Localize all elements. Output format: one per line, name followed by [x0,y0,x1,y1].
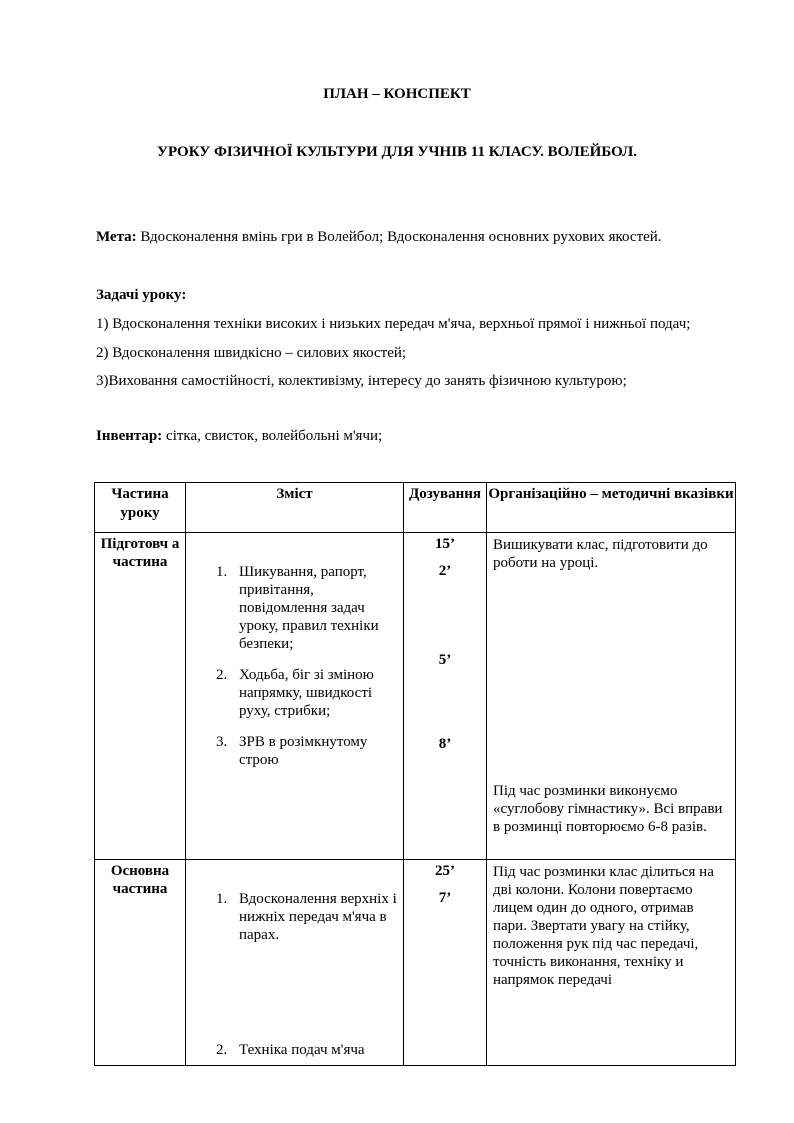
table-row-main [95,860,736,1066]
prep-item-2-dose: 5’ [438,652,452,668]
prep-item-3-text: ЗРВ в розімкнутому строю [239,734,368,768]
header-content: Зміст [186,483,404,533]
prep-item-1-dose: 2’ [438,563,452,579]
table-header-row [95,483,736,533]
page-title: ПЛАН – КОНСПЕКТ [323,86,471,102]
header-dose: Дозування [404,483,487,533]
inventory-label: Інвентар: [96,428,163,444]
main-note: Під час розминки клас ділиться на дві колони. Колони повертаємо лицем один до одного, отримав пари. Звертати увагу на стійку, положення рук під час передачі, точність виконання, техніку и напрямок передачі [493,864,714,988]
task-item-1: 1) Вдосконалення техніки високих і низьких передач м'яча, верхньої прямої і нижньої подач; [96,316,691,332]
main-total-dose: 25’ [435,863,455,879]
inventory-text: сітка, свисток, волейбольні м'ячи; [162,428,383,444]
prep-item-2-num: 2. [216,667,228,683]
inventory-line [96,428,382,445]
table-row-prep [95,533,736,860]
prep-item-2-text: Ходьба, біг зі зміною напрямку, швидкості руху, стрибки; [239,667,374,719]
page-subtitle: УРОКУ ФІЗИЧНОЇ КУЛЬТУРИ ДЛЯ УЧНІВ 11 КЛАСУ. ВОЛЕЙБОЛ. [156,144,638,160]
goal-label: Мета: [96,229,137,245]
tasks-label: Задачі уроку: [96,287,187,303]
main-part-label: Основна частина [110,863,170,897]
prep-part-label: Підготовч а частина [100,536,180,570]
prep-item-3-num: 3. [216,734,228,750]
prep-note-1: Вишикувати клас, підготовити до роботи на уроці. [493,537,708,571]
prep-note-2: Під час розминки виконуємо «суглобову гімнастику». Всі вправи в розминці повторюємо 6-8 разів. [493,783,723,835]
lesson-plan-table [94,482,736,1066]
task-item-3: 3)Виховання самостійності, колективізму, інтересу до занять фізичною культурою; [96,373,627,389]
main-item-2-num: 2. [216,1042,228,1058]
prep-item-3-dose: 8’ [438,736,452,752]
main-item-1-num: 1. [216,891,228,907]
prep-item-1-num: 1. [216,564,228,580]
main-item-1-dose: 7’ [438,890,452,906]
task-item-2: 2) Вдосконалення швидкісно – силових якостей; [96,345,407,361]
prep-total-dose: 15’ [435,536,455,552]
goal-line [96,229,662,246]
main-item-1-text: Вдосконалення верхніх і нижніх передач м'яча в парах. [239,891,397,943]
header-part: Частина уроку [95,483,186,533]
header-method: Організаційно – методичні вказівки [487,483,736,533]
prep-item-1-text: Шикування, рапорт, привітання, повідомлення задач уроку, правил техніки безпеки; [239,564,379,652]
goal-text: Вдосконалення вмінь гри в Волейбол; Вдосконалення основних рухових якостей. [136,229,662,245]
main-item-2-text: Техніка подач м'яча [239,1042,365,1058]
